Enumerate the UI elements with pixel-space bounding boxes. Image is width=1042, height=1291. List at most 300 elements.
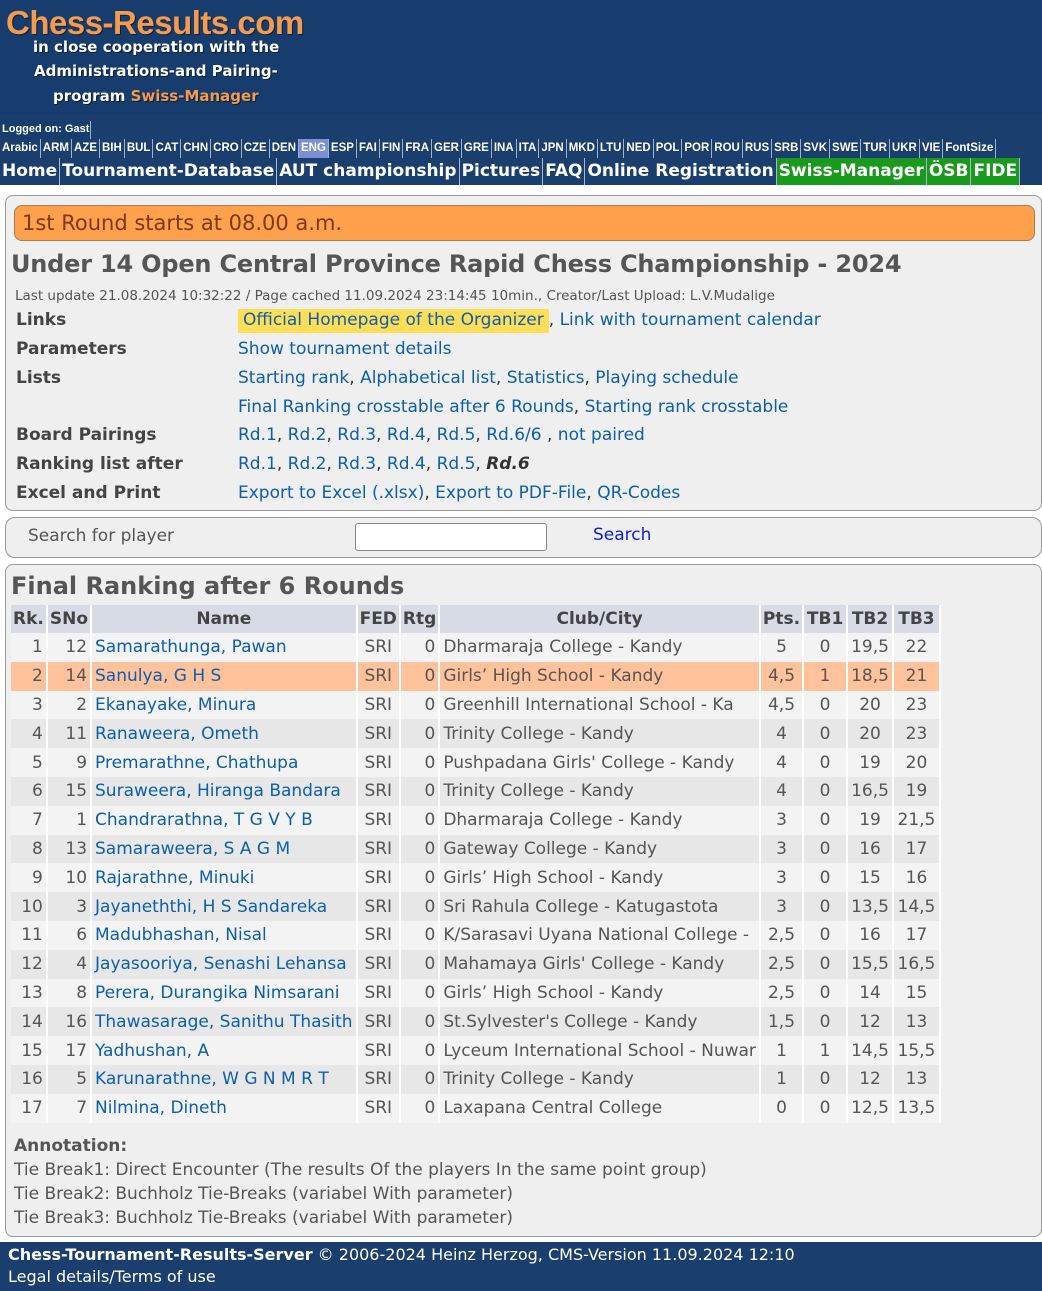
cell-name xyxy=(91,863,357,892)
pairing-rd3[interactable]: Rd.3 xyxy=(337,425,377,445)
cell-sno: 16 xyxy=(47,1007,91,1036)
cell-tb2: 14,5 xyxy=(847,1036,893,1065)
cell-club: Lyceum International School - Nuwar xyxy=(439,1036,760,1065)
links-values: Official Homepage of the Organizer , Link with tournament calendar xyxy=(238,310,821,330)
cell-tb2: 19 xyxy=(847,748,893,777)
nav-osb[interactable]: ÖSB xyxy=(927,158,972,185)
player-name-link[interactable]: Perera, Durangika Nimsarani xyxy=(95,982,340,1003)
cell-pts: 3 xyxy=(760,835,803,864)
cell-club: St.Sylvester's College - Kandy xyxy=(439,1007,760,1036)
cell-tb3: 23 xyxy=(893,691,940,720)
player-name-link[interactable]: Karunarathne, W G N M R T xyxy=(95,1069,329,1090)
cell-pts: 4 xyxy=(760,748,803,777)
cell-tb1: 0 xyxy=(803,633,847,662)
ranking-rd5[interactable]: Rd.5 xyxy=(436,454,476,474)
cell-tb1: 1 xyxy=(803,662,847,691)
logo-swiss-manager: Swiss-Manager xyxy=(130,87,259,105)
language-mkd[interactable]: MKD xyxy=(567,139,598,158)
cell-fed: SRI xyxy=(357,1065,400,1094)
cell-fed: SRI xyxy=(357,662,400,691)
cell-club: Mahamaya Girls' College - Kandy xyxy=(439,950,760,979)
language-por[interactable]: POR xyxy=(682,139,712,158)
cell-tb2: 20 xyxy=(847,719,893,748)
pairing-rd6[interactable]: Rd.6/6 xyxy=(486,425,542,445)
cell-tb1: 0 xyxy=(803,806,847,835)
cell-tb1: 0 xyxy=(803,892,847,921)
language-gre[interactable]: GRE xyxy=(462,139,492,158)
tournament-title: Under 14 Open Central Province Rapid Chess Championship - 2024 xyxy=(11,250,902,278)
pairing-rd2[interactable]: Rd.2 xyxy=(287,425,327,445)
cell-tb3: 17 xyxy=(893,835,940,864)
language-rus[interactable]: RUS xyxy=(743,139,772,158)
annotation-tb2: Tie Break2: Buchholz Tie-Breaks (variabel With parameter) xyxy=(14,1184,514,1204)
table-row xyxy=(11,748,940,777)
pairing-rd4[interactable]: Rd.4 xyxy=(386,425,426,445)
annotation-tb3: Tie Break3: Buchholz Tie-Breaks (variabel With parameter) xyxy=(14,1208,514,1228)
language-cze[interactable]: CZE xyxy=(242,139,270,158)
cell-rtg: 0 xyxy=(400,979,439,1008)
cell-tb2: 12,5 xyxy=(847,1094,893,1123)
cell-sno: 2 xyxy=(47,691,91,720)
cell-pts: 4 xyxy=(760,719,803,748)
language-arabic[interactable]: Arabic xyxy=(0,139,41,158)
cell-tb2: 12 xyxy=(847,1065,893,1094)
pairings-links: Rd.1, Rd.2, Rd.3, Rd.4, Rd.5, Rd.6/6 , not paired xyxy=(238,425,645,445)
cell-sno: 5 xyxy=(47,1065,91,1094)
table-row xyxy=(11,1036,940,1065)
cell-pts: 3 xyxy=(760,863,803,892)
player-name-link[interactable]: Yadhushan, A xyxy=(95,1040,210,1061)
table-row xyxy=(11,1094,940,1123)
cell-tb1: 0 xyxy=(803,921,847,950)
not-paired-link[interactable]: not paired xyxy=(557,425,645,445)
cell-tb1: 1 xyxy=(803,1036,847,1065)
language-ita[interactable]: ITA xyxy=(517,139,540,158)
cell-tb2: 18,5 xyxy=(847,662,893,691)
cell-fed: SRI xyxy=(357,691,400,720)
player-name-link[interactable]: Jayasooriya, Senashi Lehansa xyxy=(95,954,347,975)
cell-tb3: 20 xyxy=(893,748,940,777)
cell-rank: 5 xyxy=(11,748,47,777)
nav-swiss-manager[interactable]: Swiss-Manager xyxy=(777,158,927,185)
language-ned[interactable]: NED xyxy=(624,139,653,158)
player-name-link[interactable]: Samarathunga, Pawan xyxy=(95,637,287,658)
ranking-table-body xyxy=(11,633,940,1123)
export-excel-link[interactable]: Export to Excel (.xlsx) xyxy=(238,483,425,503)
cell-tb3: 13 xyxy=(893,1065,940,1094)
cell-pts: 3 xyxy=(760,806,803,835)
pairing-rd1[interactable]: Rd.1 xyxy=(238,425,277,445)
cell-fed: SRI xyxy=(357,806,400,835)
player-name-link[interactable]: Nilmina, Dineth xyxy=(95,1098,227,1119)
main-nav xyxy=(0,158,1042,185)
cell-club: Greenhill International School - Ka xyxy=(439,691,760,720)
cell-club: Dharmaraja College - Kandy xyxy=(439,806,760,835)
logged-on-status: Logged on: Gast xyxy=(0,121,91,139)
cell-fed: SRI xyxy=(357,892,400,921)
cell-sno: 1 xyxy=(47,806,91,835)
cell-tb1: 0 xyxy=(803,835,847,864)
cell-name xyxy=(91,691,357,720)
cell-name xyxy=(91,1065,357,1094)
tournament-info-panel: 1st Round starts at 08.00 a.m. Under 14 Open Central Province Rapid Chess Championship - 2024 Last update 21.08.2024 10:32:22 / Page cached 11.09.2024 23:14:45 10min., Creator/Last Upload: L.V.Mudalige Links Official Homepage of the Organizer , Link with tournament calendar Parameters Show tournament details Lists Starting rank, Alphabetical list, Statistics, Playing schedule Final Ranking crosstable after 6 Rounds, Starting rank crosstable Board Pairings Rd.1, Rd.2, Rd.3, Rd.4, Rd.5, Rd.6/6 , not paired Ranking list after Rd.1, Rd.2, Rd.3, Rd.4, Rd.5, Rd.6 Excel and Print Export to Excel (.xlsx), Export to PDF-File, QR-Codes xyxy=(5,195,1042,511)
cell-tb2: 13,5 xyxy=(847,892,893,921)
lists-label: Lists xyxy=(16,368,62,388)
table-row xyxy=(11,921,940,950)
language-esp[interactable]: ESP xyxy=(329,139,357,158)
table-row xyxy=(11,806,940,835)
cell-rank: 13 xyxy=(11,979,47,1008)
cell-tb3: 21,5 xyxy=(893,806,940,835)
cell-fed: SRI xyxy=(357,1094,400,1123)
cell-name xyxy=(91,892,357,921)
footer-copyright: © 2006-2024 Heinz Herzog, CMS-Version 11.09.2024 12:10 xyxy=(312,1245,795,1264)
cell-club: Pushpadana Girls' College - Kandy xyxy=(439,748,760,777)
table-row xyxy=(11,662,940,691)
table-row xyxy=(11,835,940,864)
player-name-link[interactable]: Jayaneththi, H S Sandareka xyxy=(95,896,328,917)
cell-tb1: 0 xyxy=(803,691,847,720)
col-tb2: TB2 xyxy=(847,605,893,633)
nav-online-registration[interactable]: Online Registration xyxy=(585,158,776,185)
header-divider xyxy=(0,114,1042,121)
language-ger[interactable]: GER xyxy=(432,139,462,158)
cell-club: Girls’ High School - Kandy xyxy=(439,863,760,892)
ranking-label: Ranking list after xyxy=(16,454,183,474)
language-fontsize[interactable]: FontSize xyxy=(943,139,996,158)
search-input[interactable] xyxy=(355,523,547,551)
status-bar-filler xyxy=(91,121,1042,139)
cell-rank: 2 xyxy=(11,662,47,691)
language-cat[interactable]: CAT xyxy=(153,139,181,158)
cell-pts: 2,5 xyxy=(760,979,803,1008)
table-row xyxy=(11,950,940,979)
annotation-tb1: Tie Break1: Direct Encounter (The results Of the players In the same point group) xyxy=(14,1160,707,1180)
cell-fed: SRI xyxy=(357,835,400,864)
cell-tb3: 16,5 xyxy=(893,950,940,979)
language-bar xyxy=(0,139,1042,158)
starting-crosstable-link[interactable]: Starting rank crosstable xyxy=(584,397,789,417)
site-logo-title[interactable]: Chess-Results.com xyxy=(6,4,304,41)
cell-pts: 2,5 xyxy=(760,921,803,950)
cell-rank: 10 xyxy=(11,892,47,921)
language-tur[interactable]: TUR xyxy=(861,139,890,158)
footer-server-name[interactable]: Chess-Tournament-Results-Server xyxy=(8,1245,313,1264)
cell-tb3: 22 xyxy=(893,633,940,662)
language-fra[interactable]: FRA xyxy=(403,139,432,158)
nav-tournament-database[interactable]: Tournament-Database xyxy=(60,158,277,185)
cell-name xyxy=(91,633,357,662)
cell-name xyxy=(91,1094,357,1123)
cell-rtg: 0 xyxy=(400,1036,439,1065)
cell-rtg: 0 xyxy=(400,863,439,892)
cell-fed: SRI xyxy=(357,719,400,748)
cell-name xyxy=(91,777,357,806)
show-details-link[interactable]: Show tournament details xyxy=(238,339,452,359)
cell-club: Trinity College - Kandy xyxy=(439,777,760,806)
cell-rtg: 0 xyxy=(400,1065,439,1094)
nav-pictures[interactable]: Pictures xyxy=(460,158,544,185)
ranking-rd4[interactable]: Rd.4 xyxy=(386,454,426,474)
col-pts: Pts. xyxy=(760,605,803,633)
language-svk[interactable]: SVK xyxy=(801,139,830,158)
excel-label: Excel and Print xyxy=(16,483,161,503)
cell-club: Laxapana Central College xyxy=(439,1094,760,1123)
cell-tb2: 20 xyxy=(847,691,893,720)
cell-club: Sri Rahula College - Katugastota xyxy=(439,892,760,921)
calendar-link[interactable]: Link with tournament calendar xyxy=(559,310,821,330)
cell-club: Trinity College - Kandy xyxy=(439,719,760,748)
cell-rtg: 0 xyxy=(400,777,439,806)
cell-tb1: 0 xyxy=(803,719,847,748)
player-name-link[interactable]: Premarathne, Chathupa xyxy=(95,752,299,773)
logo-tagline-3-prefix: program xyxy=(53,87,131,105)
footer-copyright-line xyxy=(8,1244,1034,1266)
ranking-panel xyxy=(5,564,1042,1237)
cell-sno: 11 xyxy=(47,719,91,748)
cell-rtg: 0 xyxy=(400,1007,439,1036)
cell-rtg: 0 xyxy=(400,633,439,662)
search-label: Search for player xyxy=(28,526,175,546)
table-row xyxy=(11,691,940,720)
annotation-heading: Annotation: xyxy=(14,1136,128,1156)
cell-tb3: 23 xyxy=(893,719,940,748)
player-name-link[interactable]: Thawasarage, Sanithu Thasith xyxy=(95,1011,353,1032)
annotation-block xyxy=(14,1134,707,1230)
language-bul[interactable]: BUL xyxy=(125,139,154,158)
col-sno: SNo xyxy=(47,605,91,633)
cell-tb3: 14,5 xyxy=(893,892,940,921)
search-button[interactable]: Search xyxy=(593,525,652,545)
language-cro[interactable]: CRO xyxy=(211,139,242,158)
round-start-banner: 1st Round starts at 08.00 a.m. xyxy=(14,205,1035,241)
cell-tb1: 0 xyxy=(803,979,847,1008)
cell-tb3: 21 xyxy=(893,662,940,691)
col-name: Name xyxy=(91,605,357,633)
player-name-link[interactable]: Rajarathne, Minuki xyxy=(95,867,255,888)
cell-pts: 4 xyxy=(760,777,803,806)
cell-tb2: 16,5 xyxy=(847,777,893,806)
ranking-rd2[interactable]: Rd.2 xyxy=(287,454,327,474)
player-name-link[interactable]: Ranaweera, Ometh xyxy=(95,723,259,744)
player-name-link[interactable]: Ekanayake, Minura xyxy=(95,694,257,715)
ranking-rd6-current: Rd.6 xyxy=(486,454,530,474)
language-fin[interactable]: FIN xyxy=(380,139,404,158)
ranking-rd3[interactable]: Rd.3 xyxy=(337,454,377,474)
cell-club: Dharmaraja College - Kandy xyxy=(439,633,760,662)
language-pol[interactable]: POL xyxy=(654,139,683,158)
cell-name xyxy=(91,662,357,691)
language-srb[interactable]: SRB xyxy=(772,139,801,158)
table-header-row xyxy=(11,605,940,633)
cell-tb1: 0 xyxy=(803,777,847,806)
cell-name xyxy=(91,921,357,950)
player-name-link[interactable]: Sanulya, G H S xyxy=(95,666,222,687)
statistics-link[interactable]: Statistics xyxy=(506,368,585,388)
nav-fide[interactable]: FIDE xyxy=(971,158,1020,185)
cell-rank: 3 xyxy=(11,691,47,720)
cell-sno: 14 xyxy=(47,662,91,691)
cell-tb3: 13 xyxy=(893,1007,940,1036)
cell-name xyxy=(91,806,357,835)
cell-name xyxy=(91,1007,357,1036)
language-chn[interactable]: CHN xyxy=(181,139,211,158)
cell-rank: 8 xyxy=(11,835,47,864)
cell-tb1: 0 xyxy=(803,1094,847,1123)
cell-rtg: 0 xyxy=(400,719,439,748)
nav-home[interactable]: Home xyxy=(0,158,60,185)
cell-pts: 2,5 xyxy=(760,950,803,979)
cell-name xyxy=(91,1036,357,1065)
pairings-label: Board Pairings xyxy=(16,425,157,445)
player-name-link[interactable]: Samaraweera, S A G M xyxy=(95,838,291,859)
player-name-link[interactable]: Suraweera, Hiranga Bandara xyxy=(95,781,341,802)
cell-pts: 4,5 xyxy=(760,691,803,720)
cell-tb3: 19 xyxy=(893,777,940,806)
language-vie[interactable]: VIE xyxy=(920,139,944,158)
language-arm[interactable]: ARM xyxy=(41,139,72,158)
language-swe[interactable]: SWE xyxy=(830,139,861,158)
cell-tb2: 19 xyxy=(847,806,893,835)
language-ina[interactable]: INA xyxy=(492,139,517,158)
export-pdf-link[interactable]: Export to PDF-File xyxy=(435,483,587,503)
cell-rank: 1 xyxy=(11,633,47,662)
cell-rtg: 0 xyxy=(400,806,439,835)
cell-rtg: 0 xyxy=(400,892,439,921)
cell-tb2: 12 xyxy=(847,1007,893,1036)
cell-rtg: 0 xyxy=(400,921,439,950)
cell-fed: SRI xyxy=(357,921,400,950)
col-club: Club/City xyxy=(439,605,760,633)
cell-tb1: 0 xyxy=(803,1065,847,1094)
table-row xyxy=(11,863,940,892)
cell-rtg: 0 xyxy=(400,835,439,864)
table-row xyxy=(11,777,940,806)
language-rou[interactable]: ROU xyxy=(712,139,743,158)
cell-name xyxy=(91,950,357,979)
logo-tagline-3 xyxy=(53,87,259,105)
official-homepage-link[interactable]: Official Homepage of the Organizer xyxy=(238,309,549,333)
qr-codes-link[interactable]: QR-Codes xyxy=(597,483,681,503)
cell-sno: 7 xyxy=(47,1094,91,1123)
cell-tb2: 15,5 xyxy=(847,950,893,979)
cell-rank: 17 xyxy=(11,1094,47,1123)
language-fai[interactable]: FAI xyxy=(357,139,380,158)
table-row xyxy=(11,979,940,1008)
page-footer xyxy=(0,1242,1042,1291)
alphabetical-list-link[interactable]: Alphabetical list xyxy=(360,368,496,388)
cell-tb3: 16 xyxy=(893,863,940,892)
language-den[interactable]: DEN xyxy=(270,139,299,158)
pairing-rd5[interactable]: Rd.5 xyxy=(436,425,476,445)
cell-tb1: 0 xyxy=(803,863,847,892)
cell-tb2: 16 xyxy=(847,921,893,950)
final-crosstable-link[interactable]: Final Ranking crosstable after 6 Rounds xyxy=(238,397,574,417)
ranking-links: Rd.1, Rd.2, Rd.3, Rd.4, Rd.5, Rd.6 xyxy=(238,454,530,474)
cell-tb2: 16 xyxy=(847,835,893,864)
cell-tb3: 15 xyxy=(893,979,940,1008)
cell-pts: 0 xyxy=(760,1094,803,1123)
table-row xyxy=(11,1007,940,1036)
table-row xyxy=(11,633,940,662)
links-label: Links xyxy=(16,310,67,330)
cell-tb2: 15 xyxy=(847,863,893,892)
cell-rank: 14 xyxy=(11,1007,47,1036)
cell-pts: 1,5 xyxy=(760,1007,803,1036)
table-row xyxy=(11,1065,940,1094)
cell-tb3: 15,5 xyxy=(893,1036,940,1065)
nav-faq[interactable]: FAQ xyxy=(543,158,585,185)
cell-fed: SRI xyxy=(357,633,400,662)
cell-name xyxy=(91,748,357,777)
logo-tagline-1: in close cooperation with the xyxy=(33,38,280,56)
cell-sno: 10 xyxy=(47,863,91,892)
cell-sno: 4 xyxy=(47,950,91,979)
cell-rank: 7 xyxy=(11,806,47,835)
cell-sno: 6 xyxy=(47,921,91,950)
language-aze[interactable]: AZE xyxy=(72,139,100,158)
cell-rtg: 0 xyxy=(400,748,439,777)
player-name-link[interactable]: Madubhashan, Nisal xyxy=(95,925,267,946)
cell-rank: 11 xyxy=(11,921,47,950)
col-fed: FED xyxy=(357,605,400,633)
cell-sno: 13 xyxy=(47,835,91,864)
cell-fed: SRI xyxy=(357,1007,400,1036)
cell-name xyxy=(91,835,357,864)
cell-name xyxy=(91,979,357,1008)
cell-sno: 9 xyxy=(47,748,91,777)
cell-rank: 9 xyxy=(11,863,47,892)
language-ukr[interactable]: UKR xyxy=(890,139,920,158)
language-eng[interactable]: ENG xyxy=(299,139,329,158)
cell-fed: SRI xyxy=(357,748,400,777)
cell-rank: 4 xyxy=(11,719,47,748)
col-tb3: TB3 xyxy=(893,605,940,633)
player-name-link[interactable]: Chandrarathna, T G V Y B xyxy=(95,810,313,831)
cell-tb3: 17 xyxy=(893,921,940,950)
cell-pts: 3 xyxy=(760,892,803,921)
cell-rank: 6 xyxy=(11,777,47,806)
cell-sno: 15 xyxy=(47,777,91,806)
nav-aut-championship[interactable]: AUT championship xyxy=(277,158,459,185)
language-ltu[interactable]: LTU xyxy=(598,139,625,158)
language-jpn[interactable]: JPN xyxy=(539,139,566,158)
cell-rtg: 0 xyxy=(400,1094,439,1123)
cell-fed: SRI xyxy=(357,777,400,806)
footer-legal-link[interactable]: Legal details/Terms of use xyxy=(8,1267,216,1286)
logo-tagline-2: Administrations-and Pairing- xyxy=(34,62,278,80)
cell-pts: 1 xyxy=(760,1036,803,1065)
ranking-rd1[interactable]: Rd.1 xyxy=(238,454,277,474)
cell-club: K/Sarasavi Uyana National College - xyxy=(439,921,760,950)
playing-schedule-link[interactable]: Playing schedule xyxy=(595,368,739,388)
starting-rank-link[interactable]: Starting rank xyxy=(238,368,350,388)
cell-fed: SRI xyxy=(357,979,400,1008)
last-update-text: Last update 21.08.2024 10:32:22 / Page cached 11.09.2024 23:14:45 10min., Creator/Last Upload: L.V.Mudalige xyxy=(15,288,775,304)
cell-tb2: 19,5 xyxy=(847,633,893,662)
cell-name xyxy=(91,719,357,748)
language-bih[interactable]: BIH xyxy=(100,139,125,158)
col-rtg: Rtg xyxy=(400,605,439,633)
cell-pts: 5 xyxy=(760,633,803,662)
cell-rank: 16 xyxy=(11,1065,47,1094)
parameters-label: Parameters xyxy=(16,339,127,359)
cell-sno: 17 xyxy=(47,1036,91,1065)
col-tb1: TB1 xyxy=(803,605,847,633)
cell-rank: 12 xyxy=(11,950,47,979)
cell-rtg: 0 xyxy=(400,662,439,691)
table-row xyxy=(11,892,940,921)
